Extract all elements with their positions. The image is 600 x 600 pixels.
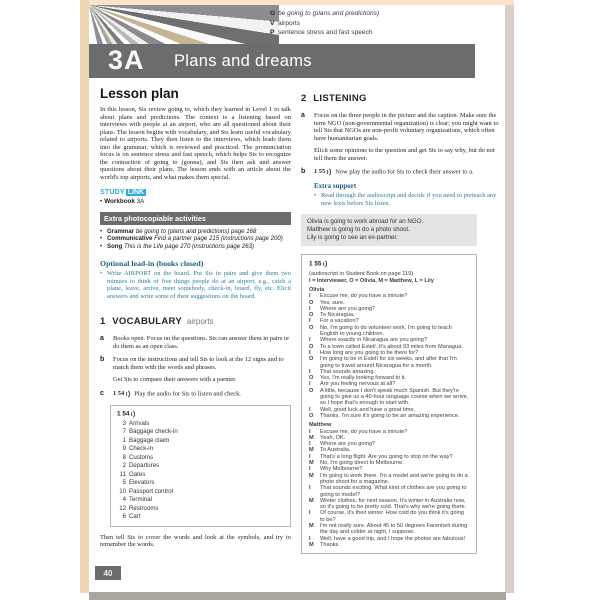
- dialogue-text: That sounds exciting. What kind of clothes are you going to going to model?: [320, 485, 467, 498]
- answer-row: [117, 479, 284, 488]
- step-instruction-text: Play the audio for Sts to listen and check.: [134, 390, 241, 398]
- vocabulary-answers-box: [110, 405, 291, 527]
- page-edge-left: [80, 0, 89, 593]
- answer-row: [117, 488, 284, 497]
- lesson-plan-title: Lesson plan: [100, 86, 179, 101]
- dialogue-text: I'm going to work there. I'm a model and we're going to do a photo shoot for a magazine.: [320, 472, 468, 485]
- lesson-title: Plans and dreams: [174, 52, 312, 70]
- page-edge-right: [505, 5, 514, 593]
- audioscript-line: [309, 523, 469, 536]
- dialogue-text: Yeah, OK.: [320, 434, 346, 441]
- answer-word: Baggage check-in: [129, 428, 178, 436]
- audio-track-badge: [113, 390, 131, 397]
- step-text: Focus on the three people in the picture and the caption. Make sure the term NGO (non-governmental organization) is clear; you might want to tell Sts that NGOs are non-profit voluntary organizations, which often have humanitarian goals.: [314, 112, 499, 142]
- answer-row: [117, 505, 284, 514]
- lesson-code: 3A: [108, 45, 145, 75]
- section-number: 1: [100, 316, 106, 328]
- speaker-initial: I: [309, 318, 311, 325]
- speaker-initial: I: [309, 381, 311, 388]
- speaker-initial: O: [309, 356, 314, 363]
- study-label: STUDY: [100, 189, 125, 196]
- audioscript-box: [301, 254, 477, 554]
- dialogue-text: No, I'm going to do volunteer work. I'm going to teach English to young children.: [320, 324, 452, 338]
- vocabulary-followup: Then tell Sts to cover the words and look at the symbols, and try to remember the words.: [100, 533, 291, 549]
- answer-word: Departures: [129, 462, 160, 470]
- dialogue-text: Thanks.: [320, 541, 340, 548]
- dialogue-text: Of course, it's their winter. How cold do you think it's going to be?: [320, 510, 464, 523]
- speaker-initial: I: [309, 510, 311, 517]
- speaker-initial: O: [309, 375, 314, 382]
- audioscript-lines: [309, 287, 469, 548]
- audio-track-badge: [309, 260, 466, 268]
- pronunciation-label: P: [270, 29, 275, 36]
- pronunciation-text: sentence stress and fast speech: [278, 29, 373, 36]
- answer-number: 4: [122, 496, 126, 504]
- speaker-initial: O: [309, 299, 314, 306]
- vocabulary-answer-list: [117, 420, 284, 522]
- step-text: Focus on the instructions and tell Sts to look at the 12 signs and to match them with the words and phrases.: [113, 356, 284, 371]
- answer-word: Terminal: [129, 496, 153, 504]
- answer-word: Gates: [129, 470, 146, 478]
- audio-track-number: 1 55: [314, 168, 326, 176]
- answer-row: [117, 496, 284, 505]
- lesson-plan-body: In this lesson, Sts review going to, which they learned in Level 1 to talk about plans and predictions. The context is a listening based on interviews with people at an airport, who are all questioned about their plans. The lesson begins with vocabulary, and Sts learn useful vocabulary related to airports. They then listen to the interviews, which leads them into the grammar, which is reviewed and practiced. The pronunciation focus is on sentence stress and fast speech, which helps Sts to recognize the contraction of going to (gonna), and Sts then ask and answer questions about their plans. The lesson ends with an article about the world's top airports, and what makes them special.: [100, 106, 291, 181]
- step-text: Books open. Focus on the questions. Sts can answer them in pairs or do them as an open class.: [113, 335, 290, 350]
- speaker-waves-icon: [125, 390, 131, 398]
- step-text: [314, 168, 504, 176]
- answer-word: Restrooms: [129, 504, 159, 512]
- dialogue-text: Where are you going?: [320, 305, 376, 312]
- audioscript-line: [309, 498, 469, 511]
- dialogue-text: To a town called Estelí. It's about 93 miles from Managua.: [320, 343, 463, 350]
- dialogue-text: Yes, I'm really looking forward to it.: [320, 375, 407, 382]
- workbook-reference: [100, 198, 291, 205]
- link-label: LINK: [127, 189, 145, 196]
- extra-activities-list: [100, 228, 291, 250]
- speaker-initial: M: [309, 472, 314, 479]
- step-text: [113, 390, 291, 398]
- listening-section-heading: [301, 88, 504, 106]
- vocabulary-section-heading: [100, 311, 291, 329]
- answer-number: 12: [119, 504, 126, 512]
- step-letter: a: [100, 335, 104, 343]
- step-letter: b: [100, 356, 105, 364]
- audio-track-number: 1 54: [117, 410, 130, 418]
- bullet-marker: •: [100, 198, 103, 205]
- speaker-initial: O: [309, 343, 314, 350]
- step-letter: c: [100, 389, 104, 397]
- extra-activity-item: [100, 235, 291, 242]
- answer-row: [117, 462, 284, 471]
- section-title: VOCABULARY: [112, 316, 182, 328]
- speaker-initial: O: [309, 324, 314, 331]
- activity-type-label: Song: [107, 242, 123, 250]
- extra-activity-item: [100, 228, 291, 235]
- audioscript-line: [309, 325, 469, 338]
- answer-number: 1: [122, 436, 126, 444]
- answer-number: 7: [122, 428, 126, 436]
- workbook-value: 3A: [136, 198, 145, 205]
- dialogue-text: Excuse me, do you have a minute?: [320, 428, 408, 435]
- audioscript-line: [309, 542, 469, 548]
- speaker-initial: I: [309, 337, 311, 344]
- audioscript-line: [309, 510, 469, 523]
- dialogue-text: Olivia: [309, 287, 325, 293]
- speaker-initial: M: [309, 497, 314, 504]
- answer-number: 9: [122, 445, 126, 453]
- speaker-waves-icon: [322, 260, 328, 268]
- audio-track-badge: [314, 168, 332, 175]
- step-instruction-text: Now play the audio for Sts to check their answer to a.: [335, 168, 474, 176]
- dialogue-text: No, I'm going direct to Melbourne.: [320, 460, 404, 467]
- extra-support-text: • Read through the audioscript and decide if you need to preteach any new lexis before Sts listen.: [314, 192, 504, 207]
- speaker-initial: O: [309, 312, 314, 319]
- speaker-initial: M: [309, 447, 314, 454]
- audioscript-note: (audioscript in Student Book on page 119): [309, 271, 414, 277]
- answer-word: Arrivals: [129, 419, 150, 427]
- answer-row: [117, 437, 284, 446]
- dialogue-text: A little, because I don't speak much Spanish. But they're going to give us a 40-hour language course when we arrive, so I hope that's enough to start with.: [320, 387, 469, 407]
- listening-step-b: [301, 168, 504, 176]
- answer-row: [117, 513, 284, 522]
- dialogue-text: Excuse me, do you have a minute?: [320, 293, 408, 300]
- section-subtitle: airports: [186, 317, 214, 327]
- speaker-initial: M: [309, 541, 314, 548]
- answer-number: 5: [122, 479, 126, 487]
- speaker-initial: M: [309, 460, 314, 467]
- extra-support-title: Extra support: [314, 182, 357, 190]
- listening-answer-line: Lily is going to see an ex-partner.: [307, 234, 398, 241]
- audioscript-speaker-key: I = Interviewer, O = Olivia, M = Matthew, L = Lily: [309, 278, 434, 284]
- vocabulary-step-c: [100, 390, 291, 398]
- speaker-initial: I: [309, 406, 311, 413]
- dialogue-text: Winter clothes, for next season. It's winter in Australia now, so it's going to be pretty cold. That's why we're going there.: [320, 497, 467, 511]
- dialogue-text: That's a long flight. Are you going to stop on the way?: [320, 453, 453, 460]
- lead-in-title: Optional lead-in (books closed): [100, 259, 204, 269]
- step-letter: b: [301, 168, 306, 175]
- answer-word: Cart: [129, 513, 141, 521]
- dialogue-text: Well, good luck and have a great time.: [320, 406, 416, 413]
- step-text: Elicit some opinions to the question and get Sts to say why, but do not tell them the answer.: [314, 147, 495, 162]
- answer-word: Customs: [129, 453, 154, 461]
- vocabulary-label: V: [270, 19, 275, 27]
- speaker-initial: I: [309, 466, 311, 473]
- activity-text: be going to (plans and predictions) page 168: [135, 228, 257, 235]
- listening-answer-line: Matthew is going to do a photo shoot.: [307, 226, 410, 233]
- dialogue-text: Why Melbourne?: [320, 466, 363, 473]
- right-column: [301, 86, 504, 554]
- answer-number: 10: [119, 487, 126, 495]
- audioscript-line: [309, 356, 469, 369]
- speaker-initial: I: [309, 441, 311, 448]
- page-number-badge: 40: [95, 566, 121, 580]
- page-bottom-bar: [89, 592, 506, 600]
- section-title: LISTENING: [313, 93, 367, 104]
- dialogue-text: To Nicaragua.: [320, 312, 355, 319]
- lesson-banner: [89, 44, 475, 78]
- speaker-waves-icon: [130, 410, 136, 418]
- vocabulary-step-b: [100, 356, 291, 384]
- answer-row: [117, 428, 284, 437]
- audioscript-line: [309, 485, 469, 498]
- audio-track-number: 1 54: [113, 390, 125, 398]
- dialogue-text: How long are you going to be there for?: [320, 349, 419, 356]
- speaker-initial: I: [309, 305, 311, 312]
- step-text: Get Sts to compare their answers with a partner.: [113, 376, 237, 384]
- speaker-initial: I: [309, 428, 311, 435]
- dialogue-text: I'm not really sure. About 45 to 50 degrees Farenheit during the day and colder at night, I suppose.: [320, 522, 468, 536]
- listening-step-a: [301, 112, 504, 162]
- audioscript-line: [309, 388, 469, 407]
- audio-track-badge: [117, 410, 281, 418]
- dialogue-text: I'm going to be in Estelí for six weeks, and after that I'm going to travel around Nicaragua for a month.: [320, 356, 457, 369]
- audioscript-line: [309, 413, 469, 419]
- speaker-initial: M: [309, 434, 314, 441]
- study-link-badge: [100, 189, 291, 196]
- answer-number: 11: [119, 470, 126, 478]
- answer-row: [117, 445, 284, 454]
- dialogue-text: That sounds amazing.: [320, 368, 376, 375]
- activity-text: Find a partner page 215 (instructions page 200): [154, 235, 283, 243]
- vocabulary-focus-line: [270, 19, 379, 29]
- listening-answer-line: Olivia is going to work abroad for an NGO.: [307, 218, 424, 225]
- speaker-initial: O: [309, 412, 314, 419]
- activity-type-label: Communicative: [107, 235, 153, 243]
- grammar-text: be going to (plans and predictions): [278, 10, 380, 17]
- answer-word: Baggage claim: [129, 436, 170, 444]
- vocabulary-text: airports: [278, 19, 300, 27]
- answer-word: Check-in: [129, 445, 154, 453]
- answer-number: 2: [122, 462, 126, 470]
- grammar-focus-line: [270, 9, 379, 19]
- dialogue-text: Thanks. I'm sure it's going to be an amazing experience.: [320, 412, 460, 419]
- speaker-initial: I: [309, 368, 311, 375]
- speaker-initial: O: [309, 387, 314, 394]
- audio-track-number: 1 55: [309, 260, 322, 268]
- dialogue-text: Where are you going?: [320, 441, 376, 448]
- speaker-initial: I: [309, 485, 311, 492]
- dialogue-text: Well, have a good trip, and I hope the photos are fabulous!: [320, 535, 466, 542]
- answer-number: 6: [122, 513, 126, 521]
- answer-row: [117, 471, 284, 480]
- speaker-initial: I: [309, 535, 311, 542]
- speaker-initial: I: [309, 349, 311, 356]
- speaker-waves-icon: [326, 168, 332, 176]
- answer-word: Passport control: [129, 487, 174, 495]
- dialogue-text: Where exactly in Nicaragua are you going?: [320, 337, 427, 344]
- audioscript-line: [309, 473, 469, 486]
- left-column: [100, 86, 291, 549]
- speaker-initial: I: [309, 453, 311, 460]
- vocabulary-step-a: [100, 335, 291, 350]
- dialogue-text: For a vacation?: [320, 318, 359, 325]
- extra-activity-item: [100, 243, 291, 250]
- activity-type-label: Grammar: [107, 228, 135, 235]
- dialogue-text: Matthew: [309, 422, 332, 429]
- lesson-focus-header: [270, 9, 379, 38]
- pronunciation-focus-line: [270, 28, 379, 38]
- listening-answers-box: [301, 214, 477, 246]
- dialogue-text: Yes, sure.: [320, 299, 345, 306]
- dialogue-text: To Australia.: [320, 447, 351, 454]
- section-number: 2: [301, 93, 307, 104]
- speaker-initial: I: [309, 293, 311, 300]
- answer-word: Elevators: [129, 479, 155, 487]
- answer-row: [117, 454, 284, 463]
- speaker-initial: M: [309, 522, 314, 529]
- answer-number: 8: [122, 453, 126, 461]
- answer-row: [117, 420, 284, 429]
- workbook-label: Workbook: [104, 198, 135, 205]
- dialogue-text: Are you feeling nervous at all?: [320, 381, 396, 388]
- activity-text: This is the Life page 270 (instructions page 263): [123, 242, 255, 250]
- grammar-label: G: [270, 10, 276, 17]
- answer-number: 3: [122, 419, 126, 427]
- step-letter: a: [301, 112, 305, 119]
- lead-in-instructions: • Write AIRPORT on the board. Put Sts in pairs and give them two minutes to think of five things people do at an airport, e.g., catch a plane, leave, arrive, meet somebody, check-in, board, fly, etc. Elicit answers and write some of their suggestions on the board.: [100, 270, 291, 300]
- extra-activities-header: Extra photocopiable activities: [100, 212, 291, 225]
